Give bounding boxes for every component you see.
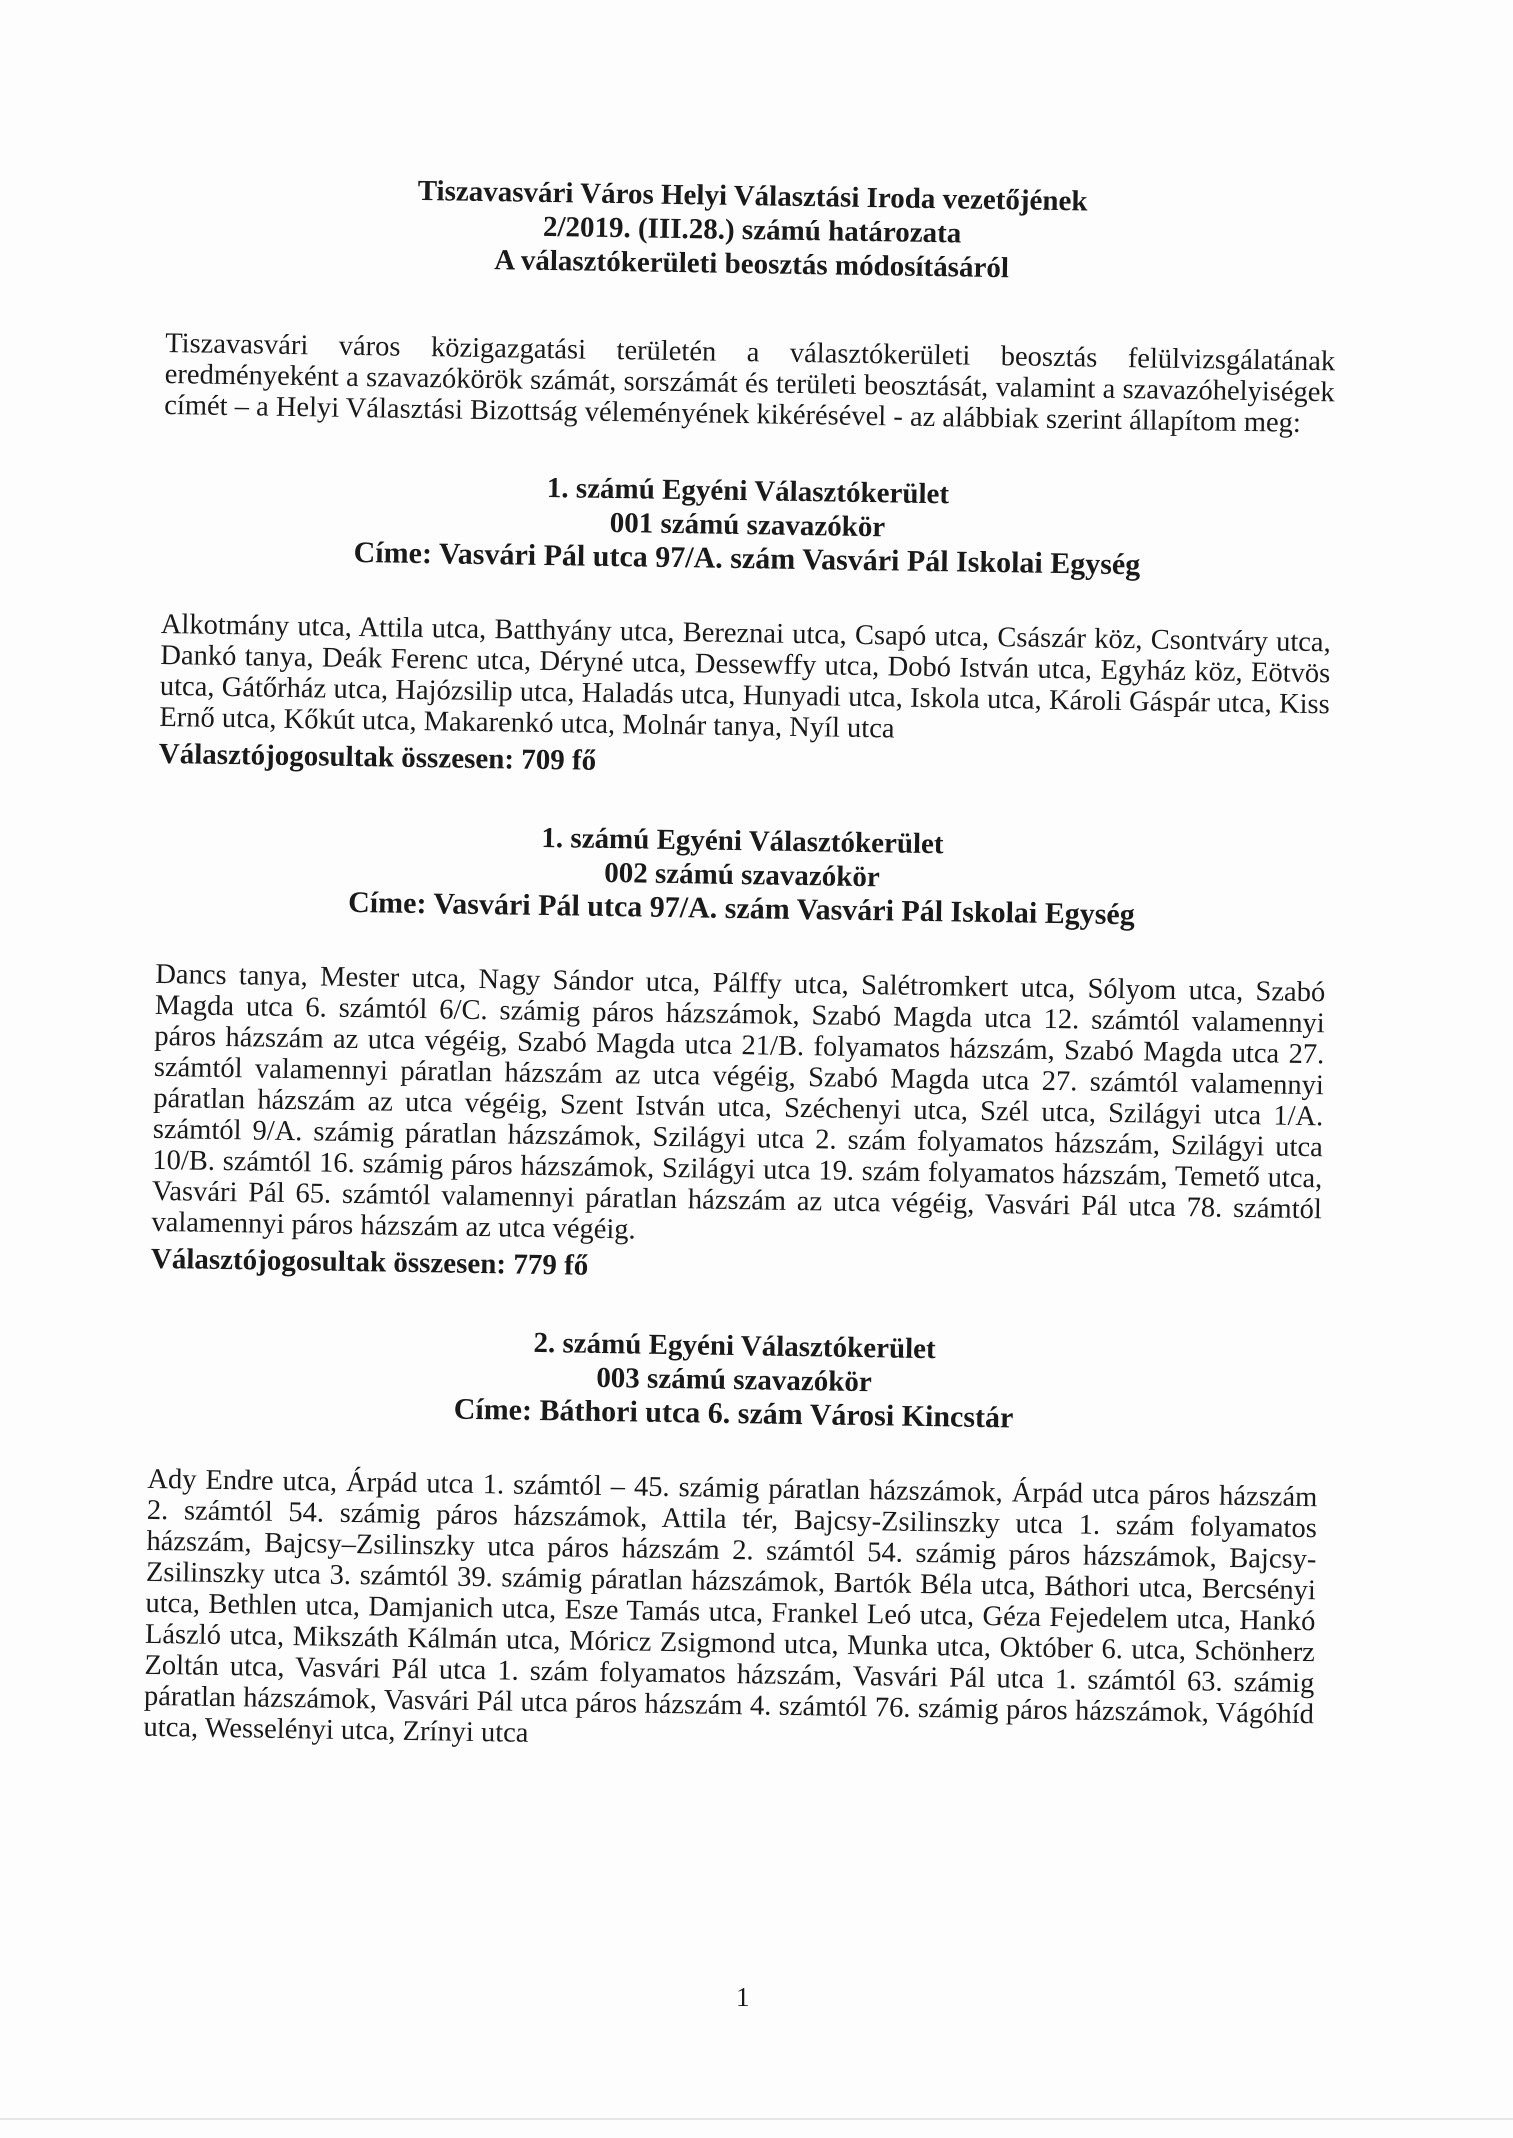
precinct-number: 001 számú szavazókör [609,506,886,544]
precinct-address: Címe: Vasvári Pál utca 97/A. szám Vasvári Pál Iskolai Egység [353,535,1141,582]
precinct-number: 002 számú szavazókör [604,856,880,894]
title-line-1: Tiszavasvári Város Helyi Választási Iroda vezetőjének [417,174,1088,218]
title-line-3: A választókerületi beosztás módosításáról [494,244,1010,285]
intro-paragraph: Tiszavasvári város közigazgatási területén a választókerületi beosztás felülvizsgálatának eredményeként a szavazókörök számát, sorszámát és területi beosztását, valamint a szavazóhelyiségek címét – a Helyi Választási Bizottság véleményének kikérésével - az alábbiak szerint állapítom meg: [164,327,1336,439]
title-line-2: 2/2019. (III.28.) számú határozata [542,210,962,250]
district-name: 2. számú Egyéni Választókerület [533,1326,936,1366]
precinct-001-total: Választójogosultak összesen: 709 fő [158,737,597,777]
precinct-002-total: Választójogosultak összesen: 779 fő [150,1242,589,1282]
district-name: 1. számú Egyéni Választókerület [541,821,944,861]
precinct-001-streets: Alkotmány utca, Attila utca, Batthyány utca, Bereznai utca, Csapó utca, Császár köz, Csontváry utca, Dankó tanya, Deák Ferenc utca, Déryné utca, Dessewffy utca, Dobó István utca, Egyház köz, Eötvös utca, Gátőrház utca, Hajózsilip utca, Haladás utca, Hunyadi utca, Iskola utca, Károli Gáspár utca, Kiss Ernő utca, Kőkút utca, Makarenkó utca, Molnár tanya, Nyíl utca [159,608,1331,745]
document-title [166,170,1337,290]
precinct-002-streets: Dancs tanya, Mester utca, Nagy Sándor utca, Pálffy utca, Salétromkert utca, Sólyom utca, Szabó Magda utca 6. számtól 6/C. számig páros házszámok, Szabó Magda utca 12. számtól valamennyi páros házszám az utca végéig, Szabó Magda utca 21/B. folyamatos házszám, Szabó Magda utca 27. számtól valamennyi páratlan házszám az utca végéig, Szabó Magda utca 27. számtól valamennyi páratlan házszám az utca végéig, Szent István utca, Széchenyi utca, Szél utca, Szilágyi utca 1/A. számtól 9/A. számig páratlan házszámok, Szilágyi utca 2. szám folyamatos házszám, Szilágyi utca 10/B. számtól 16. számig páros házszámok, Szilágyi utca 19. szám folyamatos házszám, Temető utca, Vasvári Pál 65. számtól valamennyi páratlan házszám az utca végéig, Vasvári Pál utca 78. számtól valamennyi páros házszám az utca végéig. [151,958,1326,1246]
scan-edge-divider [0,2118,1513,2120]
district-name: 1. számú Egyéni Választókerület [546,471,950,511]
precinct-003-streets: Ady Endre utca, Árpád utca 1. számtól – 45. számig páratlan házszámok, Árpád utca páros házszám 2. számtól 54. számig páros házszámok, Attila tér, Bajcsy-Zsilinszky utca 1. szám folyamatos házszám, Bajcsy–Zsilinszky utca páros házszám 2. számtól 54. számig páros házszámok, Bajcsy-Zsilinszky utca 3. számtól 39. számig páratlan házszámok, Bartók Béla utca, Báthori utca, Bercsényi utca, Bethlen utca, Damjanich utca, Esze Tamás utca, Frankel Leó utca, Géza Fejedelem utca, Hankó László utca, Mikszáth Kálmán utca, Móricz Zsigmond utca, Munka utca, Október 6. utca, Schönherz Zoltán utca, Vasvári Pál utca 1. szám folyamatos házszám, Vasvári Pál utca 1. számtól 63. számig páratlan házszámok, Vasvári Pál utca páros házszám 4. számtól 76. számig páros házszámok, Vágóhíd utca, Wesselényi utca, Zrínyi utca [143,1463,1318,1749]
precinct-address: Címe: Vasvári Pál utca 97/A. szám Vasvári Pál Iskolai Egység [347,885,1136,932]
precinct-number: 003 számú szavazókör [596,1361,873,1399]
precinct-001-heading [162,465,1333,585]
precinct-address: Címe: Báthori utca 6. szám Városi Kincstár [453,1392,1014,1435]
page-number: 1 [736,1982,750,2012]
document-content [143,170,1338,1761]
precinct-002-heading [156,815,1327,935]
precinct-003-heading [148,1320,1319,1440]
